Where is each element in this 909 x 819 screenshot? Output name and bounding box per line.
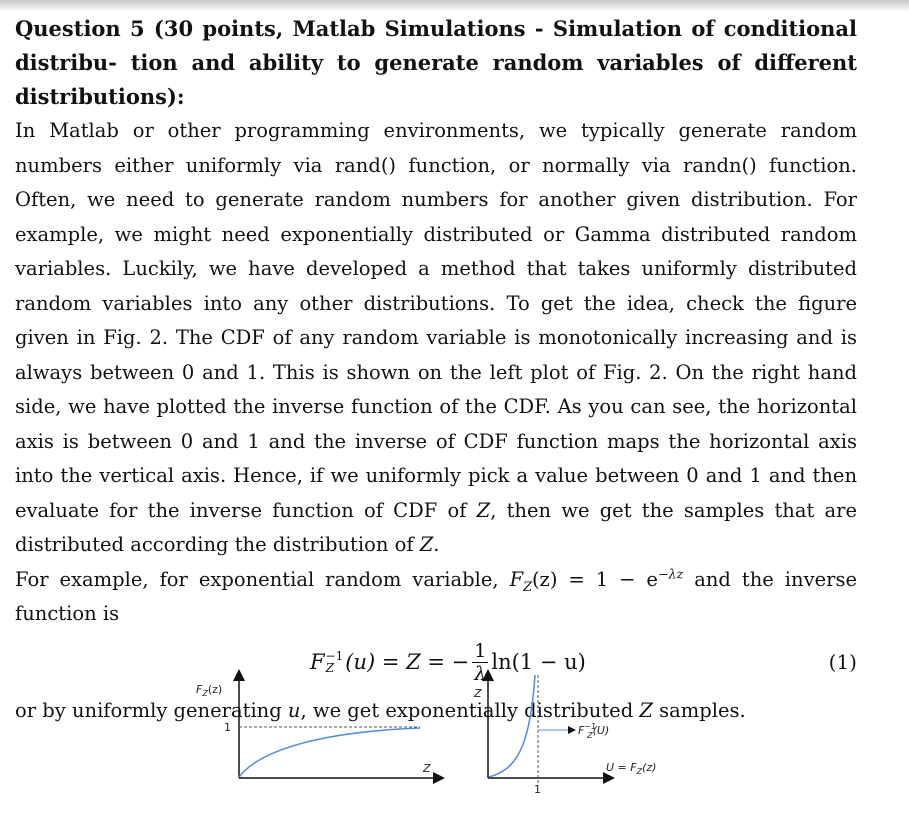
document-page [15, 12, 857, 728]
eq-rhs: ln(1 − u) [491, 650, 586, 674]
cdf-rest: (z) = 1 − e [531, 567, 658, 591]
equation-number: (1) [828, 649, 857, 674]
var-u: u [287, 698, 301, 722]
figure-svg [0, 660, 909, 819]
figure-2 [0, 660, 909, 819]
right-x-label: $U = F_Z(z)$ [606, 761, 657, 776]
example-suffix: and the inverse function is [15, 567, 857, 625]
top-shadow-bar [0, 0, 909, 12]
paragraph-intro-mid: , then we get the samples that are distributed according the distribution of [15, 498, 858, 556]
conclusion-prefix: or by uniformly generating [15, 698, 282, 722]
left-cdf-curve [239, 728, 420, 777]
left-cdf-plot [196, 672, 442, 778]
right-tick-one: 1 [534, 783, 541, 796]
paragraph-intro-text: In Matlab or other programming environments, we typically generate random numbers either uniformly via rand() function, or normally via randn() function. Often, we need to generate random numbers for another given distribution. For example, we might need exponentially distributed or Gamma distributed random variables. Luckily, we have developed a method that takes uniformly distributed random variables into any other distributions. To get the idea, check the figure given in Fig. 2. The CDF of any random variable is monotonically increasing and is always between 0 and 1. This is shown on the left plot of Fig. 2. On the right hand side, we have plotted the inverse function of the CDF. As you can see, the horizontal axis is between 0 and 1 and the inverse of CDF function maps the horizontal axis into the vertical axis. Hence, if we uniformly pick a value between 0 and 1 and then evaluate for the inverse function of CDF of [15, 119, 857, 522]
cdf-exp: −λz [657, 566, 684, 581]
left-y-label: $F_Z(z)$ [196, 683, 223, 698]
left-tick-one: 1 [224, 721, 231, 734]
question-title: Question 5 (30 points, Matlab Simulations - Simulation of conditional distribu- tion and ability to generate random variables of different distributions): [15, 16, 857, 109]
eq-lhs-sup: −1 [325, 649, 344, 663]
right-inverse-curve [489, 675, 535, 777]
conclusion-mid: , we get exponentially distributed [300, 698, 634, 722]
left-x-label: Z [423, 762, 431, 775]
var-z-2: Z [419, 533, 434, 556]
example-prefix: For example, for exponential random variable, [15, 567, 499, 591]
conclusion-suffix: samples. [659, 698, 746, 722]
eq-frac-num: 1 [474, 639, 487, 662]
var-z-3: Z [639, 698, 653, 722]
cdf-F: F [509, 567, 524, 591]
cdf-sub: Z [523, 578, 532, 594]
paragraph-example [15, 563, 857, 632]
right-curve-label: $F^{-1}$ Z(U) [578, 722, 610, 740]
paragraph-intro [15, 114, 857, 563]
var-z-1: Z [476, 498, 491, 522]
eq-lhs-sub: Z [325, 661, 334, 675]
eq-lhs-F: F [310, 650, 325, 674]
right-y-label: Z [474, 687, 482, 700]
paragraph-intro-end: . [433, 533, 440, 556]
right-inverse-plot [473, 672, 656, 796]
eq-frac-den: λ [474, 662, 487, 685]
eq-lhs-arg: (u) = Z = − [345, 650, 470, 674]
